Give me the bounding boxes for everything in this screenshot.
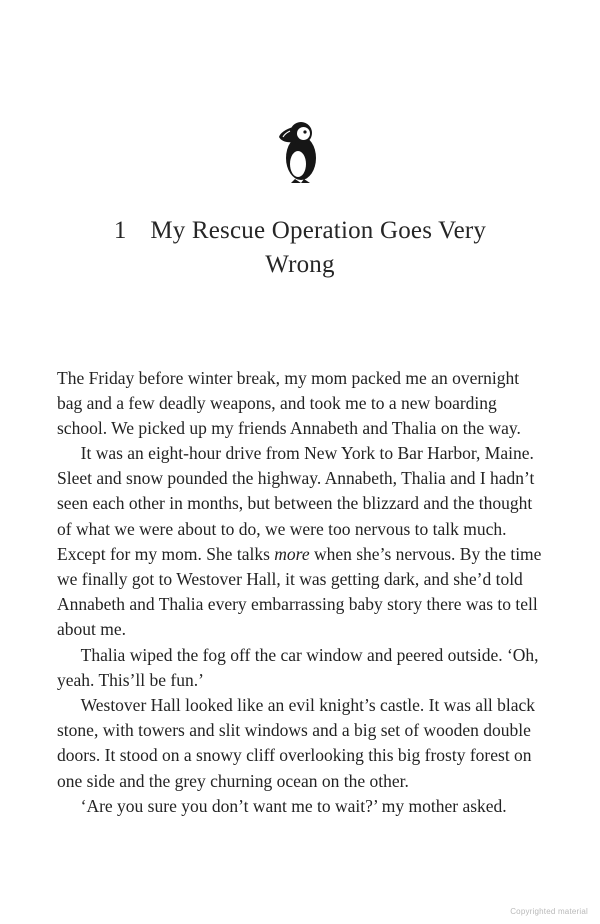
paragraph: The Friday before winter break, my mom packed me an overnight bag and a few deadly weapons, and took me to a new boarding school. We picked up my friends Annabeth and Thalia on the way. [57,367,521,438]
chapter-number: 1 [113,217,127,244]
paragraph-text: when she’s nervous. By the time we finally got to Westover Hall, it was getting dark, and she’d told Annabeth and Thalia every embarrassing baby story there was to tell about me. [57,543,542,640]
emphasized-word: more [274,543,310,564]
paragraph-text: It was an eight-hour drive from New York to Bar Harbor, Maine. Sleet and snow pounded the highway. Annabeth, Thalia and I hadn’t seen each other in months, but between the blizzard and the thought of what we were about to do, we were too nervous to talk much. Except for my mom. She talks [57,443,535,564]
paragraph: Thalia wiped the fog off the car window and peered outside. ‘Oh, yeah. This’ll be fun.’ [57,644,539,690]
chapter-body [57,366,545,819]
paragraph: ‘Are you sure you don’t want me to wait?’ my mother asked. [80,795,507,816]
copyright-notice: Copyrighted material [510,907,588,916]
puffin-icon [277,120,323,184]
chapter-heading [80,214,520,282]
paragraph: Westover Hall looked like an evil knight’s castle. It was all black stone, with towers and slit windows and a big set of wooden double doors. It stood on a snowy cliff overlooking this big frosty forest on one side and the grey churning ocean on the other. [57,694,536,791]
chapter-title: My Rescue Operation Goes Very Wrong [150,217,487,278]
publisher-logo [0,0,600,188]
paragraph [57,441,545,643]
